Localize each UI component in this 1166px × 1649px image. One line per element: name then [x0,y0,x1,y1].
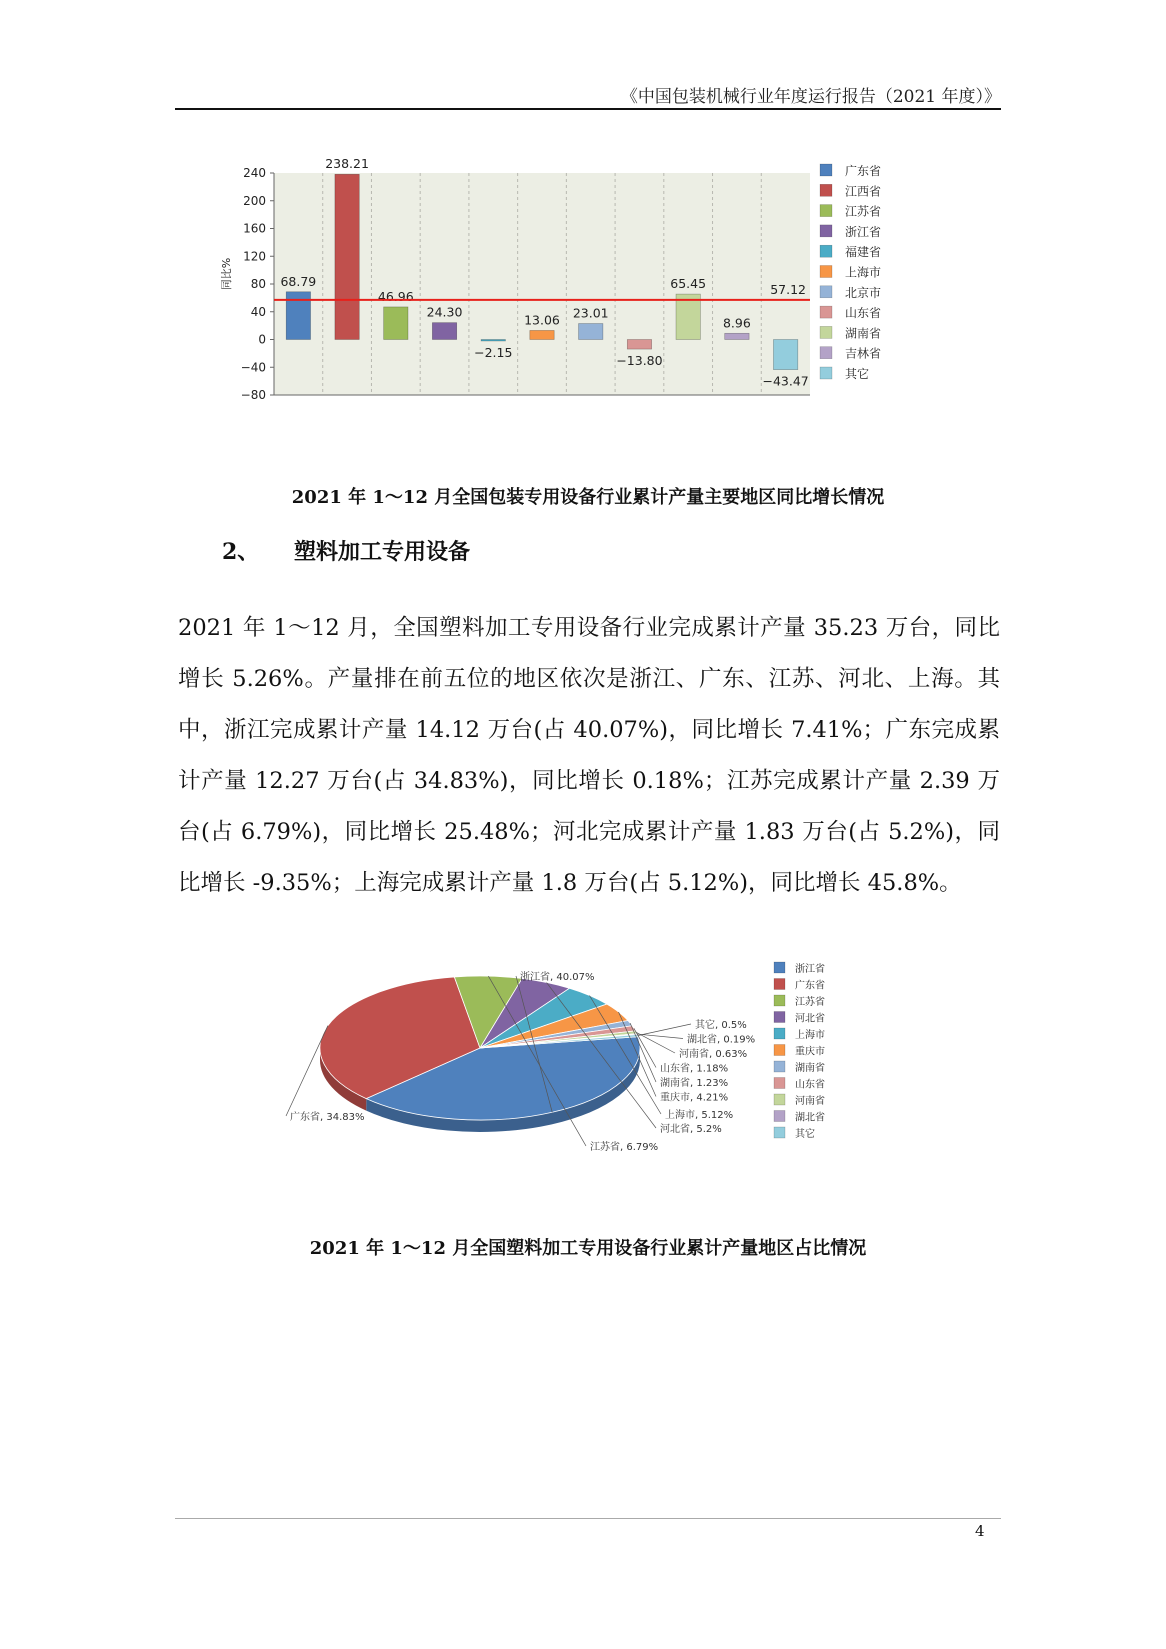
legend-label: 江西省 [845,184,882,199]
legend-label: 浙江省 [795,964,825,975]
y-tick-label: 240 [243,166,266,180]
bar-value-label: −2.15 [474,344,513,360]
legend-swatch [774,1028,785,1039]
bar-北京市 [579,324,603,340]
legend-swatch [820,245,832,257]
legend-swatch [774,1012,785,1023]
slice-label: 河北省, 5.2% [660,1124,722,1135]
legend-label: 湖南省 [795,1063,825,1074]
slice-label: 江苏省, 6.79% [590,1142,659,1153]
header-rule [175,108,1001,110]
slice-label: 湖南省, 1.23% [660,1078,729,1089]
legend-label: 北京市 [845,285,882,300]
legend-label: 浙江省 [845,224,882,239]
bar-福建省 [481,340,505,341]
page-number: 4 [975,1522,985,1540]
legend-swatch [820,347,832,359]
legend-label: 重庆市 [795,1046,825,1058]
y-tick-label: 200 [243,193,266,208]
legend-swatch [774,1061,785,1072]
bar-江苏省 [384,307,408,340]
bar-value-label: −43.47 [762,373,809,389]
page-header: 《中国包装机械行业年度运行报告（2021 年度）》 [620,87,1001,107]
legend-label: 河北省 [795,1013,825,1025]
legend-swatch [820,266,832,278]
slice-label: 重庆市, 4.21% [660,1092,729,1104]
legend-swatch [820,184,832,196]
legend-label: 湖南省 [845,326,882,341]
legend-swatch [774,1045,785,1056]
bar-山东省 [627,340,651,350]
legend-label: 江苏省 [845,204,882,219]
legend-swatch [774,995,785,1006]
legend-swatch [820,367,832,379]
bar-value-label: 46.96 [377,288,414,304]
y-tick-label: 0 [258,332,266,347]
legend-swatch [820,326,832,338]
legend-swatch [820,164,832,176]
y-axis-label: 同比% [220,257,233,291]
bar-浙江省 [432,323,456,340]
legend-label: 福建省 [845,245,882,260]
y-tick-label: 120 [243,249,266,264]
slice-label: 其它, 0.5% [695,1020,747,1031]
legend-swatch [774,979,785,990]
slice-leader-line [286,1026,328,1116]
y-tick-label: 160 [243,221,266,236]
slice-label: 山东省, 1.18% [660,1063,729,1075]
bar-value-label: 24.30 [426,304,463,320]
legend-swatch [774,962,785,973]
y-tick-label: −80 [240,388,266,402]
legend-label: 湖北省 [795,1112,825,1124]
pie-chart-share [290,964,910,1205]
y-tick-label: −40 [240,360,266,375]
bar-value-label: −13.80 [616,353,663,369]
slice-label: 广东省, 34.83% [290,1112,365,1123]
legend-swatch [774,1111,785,1122]
bar-其它 [773,340,797,370]
slice-leader-line [638,1024,691,1036]
legend-label: 其它 [795,1129,815,1140]
legend-label: 河南省 [795,1096,825,1107]
bar-江西省 [335,174,359,339]
body-paragraph: 2021 年 1～12 月，全国塑料加工专用设备行业完成累计产量 35.23 万台，同比增长 5.26%。产量排在前五位的地区依次是浙江、广东、江苏、河北、上海。其中，浙江完成累计产量 14.12 万台(占 40.07%)，同比增长 7.41%；广东完成累计产量 12.27 万台(占 34.83%)，同比增长 0.18%；江苏完成累计产量 2.39 万台(占 6.79%)，同比增长 25.48%；河北完成累计产量 1.83 万台(占 5.2%)，同比增长 -9.35%；上海完成累计产量 1.8 万台(占 5.12%)，同比增长 45.8%。 [178,615,1000,896]
y-tick-label: 40 [250,304,266,319]
legend-swatch [774,1127,785,1138]
section-title: 塑料加工专用设备 [294,539,471,565]
bar-chart-caption: 2021 年 1～12 月全国包装专用设备行业累计产量主要地区同比增长情况 [291,487,885,508]
legend-label: 江苏省 [795,997,825,1008]
bar-value-label: 238.21 [325,156,369,172]
bar-上海市 [530,330,554,339]
legend-label: 上海市 [795,1030,825,1041]
legend-swatch [820,205,832,217]
legend-swatch [820,306,832,318]
y-tick-label: 80 [250,277,266,291]
bar-value-label: 23.01 [572,305,609,321]
bar-value-label: 13.06 [524,312,560,328]
section-number: 2、 [222,539,260,565]
legend-label: 上海市 [845,265,882,280]
legend-swatch [820,225,832,237]
bar-value-label: 68.79 [280,273,317,289]
pie-chart-caption: 2021 年 1～12 月全国塑料加工专用设备行业累计产量地区占比情况 [309,1238,867,1259]
section-heading [222,535,470,566]
bar-湖南省 [676,294,700,339]
legend-swatch [820,286,832,298]
slice-label: 湖北省, 0.19% [687,1034,756,1046]
slice-label: 上海市, 5.12% [665,1110,734,1121]
slice-label: 河南省, 0.63% [679,1049,748,1060]
bar-value-label: 65.45 [670,276,707,292]
slice-label: 浙江省, 40.07% [520,972,595,983]
legend-label: 广东省 [845,164,882,178]
legend-swatch [774,1094,785,1105]
bar-value-label: 8.96 [722,315,751,331]
legend-label: 吉林省 [845,346,882,361]
footer-rule [175,1518,1001,1519]
bar-吉林省 [725,333,749,339]
legend-label: 山东省 [795,1079,825,1091]
legend-label: 广东省 [795,980,825,992]
legend-label: 其它 [845,367,870,381]
average-line-label: 57.12 [770,281,806,297]
legend-label: 山东省 [845,306,882,321]
bar-chart-growth [220,155,940,435]
legend-swatch [774,1078,785,1089]
